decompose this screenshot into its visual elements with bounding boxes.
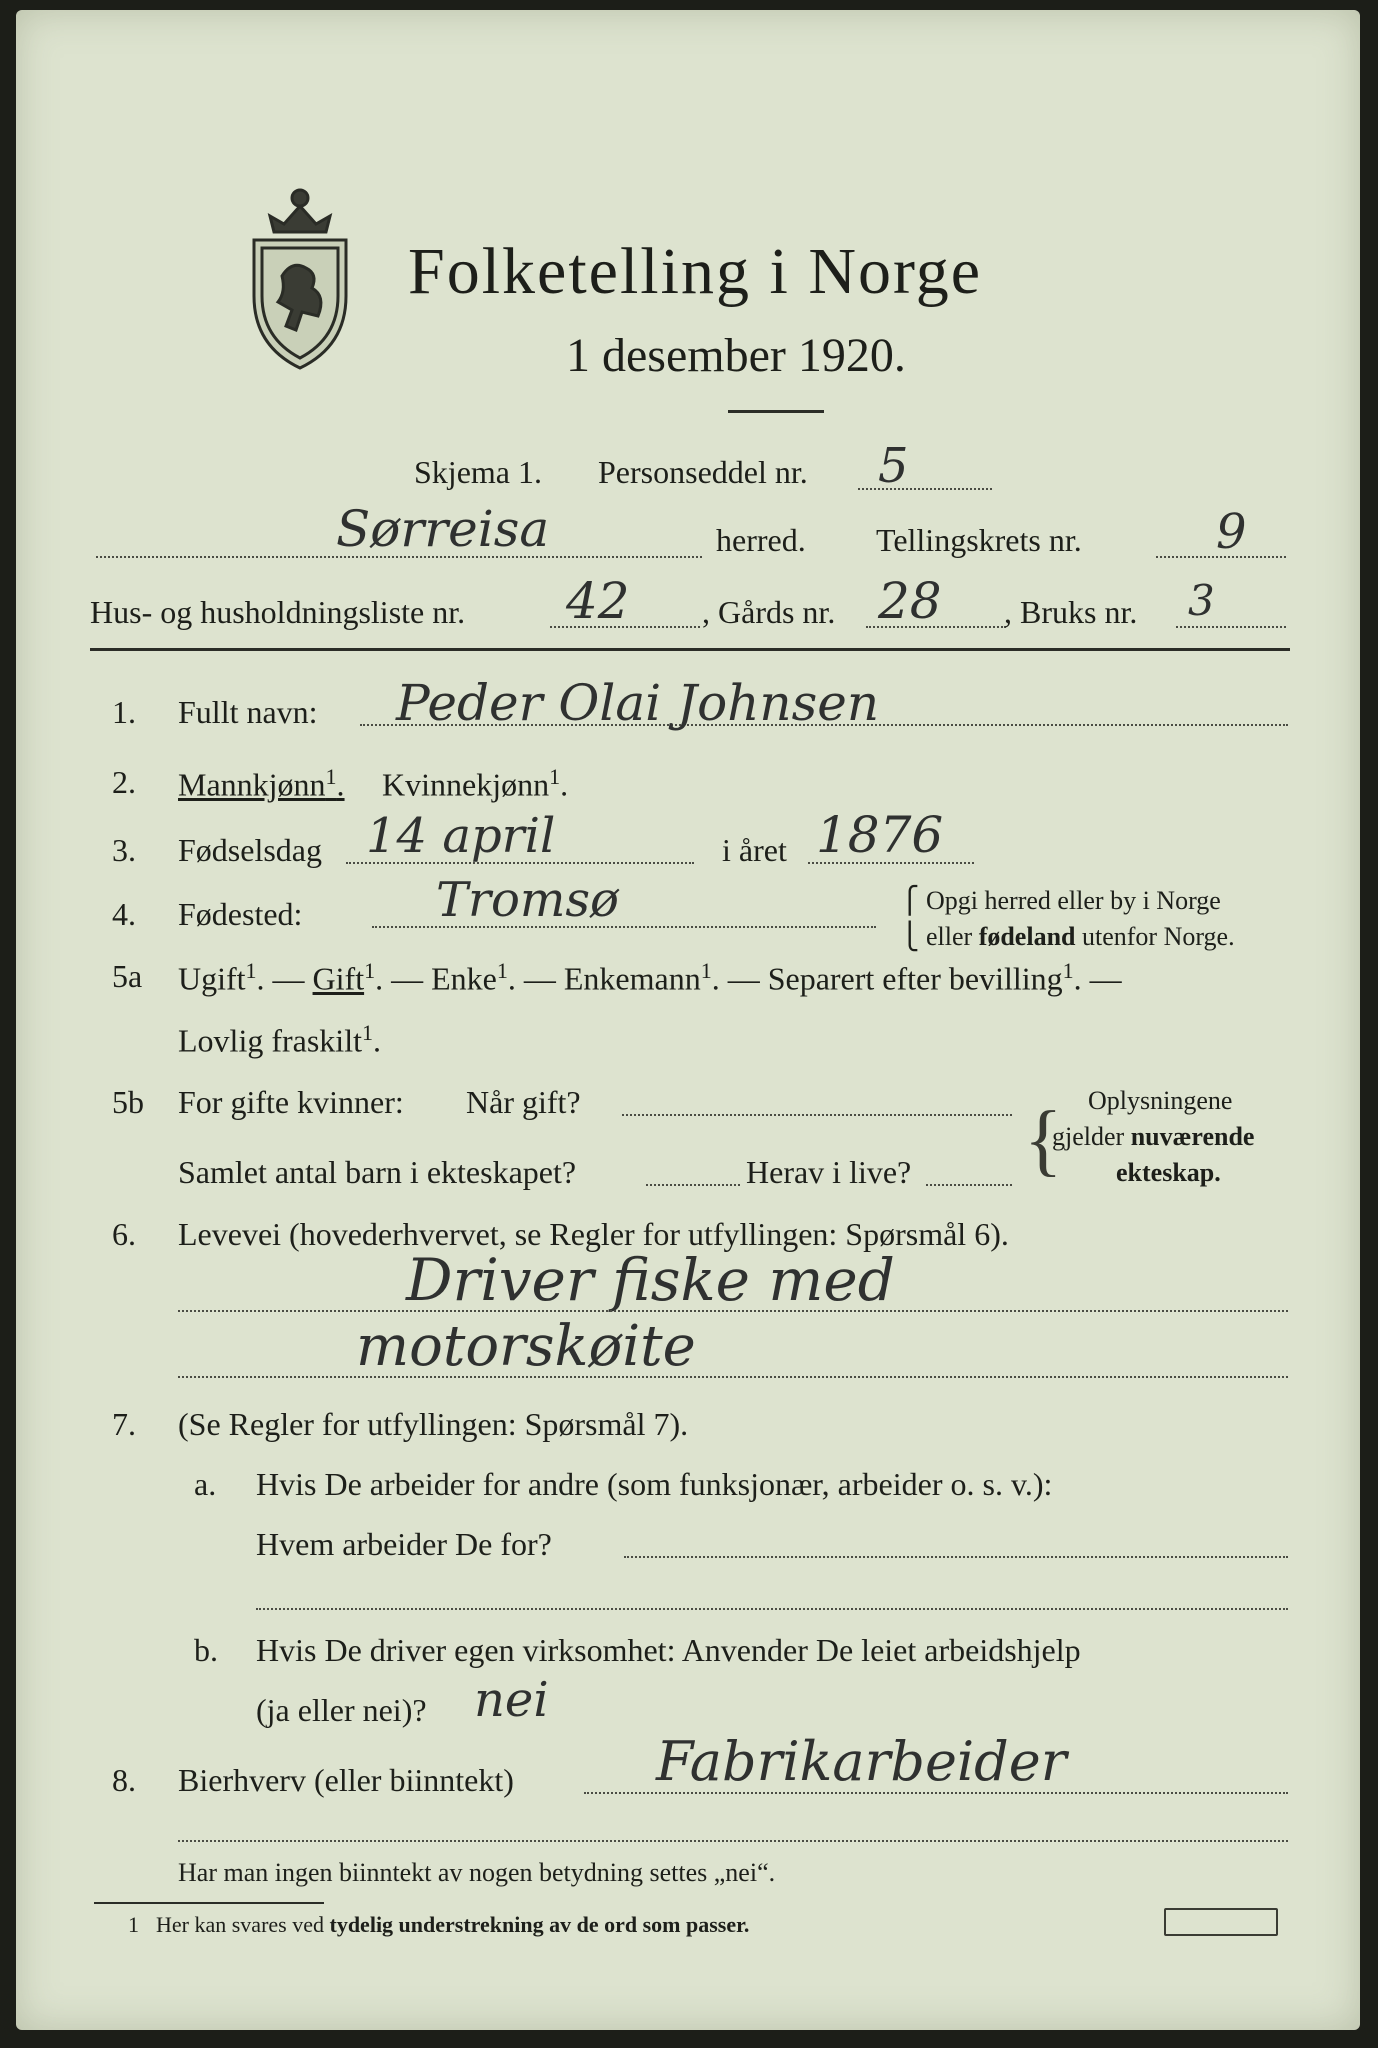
census-date: 1 desember 1920. [566, 329, 906, 382]
kvinnekjonn-option: Kvinnekjønn$^1$. [382, 764, 569, 803]
birthyear-value: 1876 [816, 806, 944, 864]
occupation-field-2 [178, 1376, 1288, 1378]
gards-label: , Gårds nr. [702, 594, 836, 630]
herav-label: Herav i live? [746, 1154, 912, 1190]
q4-label: Fødested: [178, 896, 303, 932]
q7b-number: b. [194, 1632, 218, 1668]
mannkjonn-option: Mannkjønn$^1$. [178, 764, 345, 803]
naar-gift-label: Når gift? [466, 1084, 581, 1120]
skjema-label: Skjema 1. [414, 454, 542, 490]
herred-label: herred. [716, 522, 806, 558]
q7b-jaei-label: (ja eller nei)? [256, 1692, 427, 1728]
q6-number: 6. [112, 1216, 136, 1252]
q5a-number: 5a [112, 958, 143, 994]
footnote-mark: 1 [128, 1912, 139, 1937]
separert-option: Separert efter bevilling [767, 960, 1063, 997]
q5b-note-line1: Oplysningene [1088, 1086, 1233, 1115]
birthplace-value: Tromsø [436, 872, 619, 928]
q4-number: 4. [112, 896, 136, 932]
q5b-brace: { [1024, 1096, 1063, 1184]
full-name-value: Peder Olai Johnsen [396, 674, 880, 732]
bruks-field [1176, 626, 1286, 628]
marital-status-options: Ugift$^1$. — Gift$^1$. — Enke$^1$. — Enkemann$^1$. — Separert efter bevilling$^1$. — [178, 958, 1122, 997]
footnote-divider [94, 1902, 324, 1904]
samlet-barn-label: Samlet antal barn i ekteskapet? [178, 1154, 577, 1190]
q7a-hvem-label: Hvem arbeider De for? [256, 1526, 552, 1562]
norway-coat-of-arms-icon [242, 176, 358, 372]
birthplace-note-line1: ⎧ Opgi herred eller by i Norge [900, 886, 1221, 915]
hus-label: Hus- og husholdningsliste nr. [90, 594, 466, 630]
q5b-note-line2: gjelder nuværende [1052, 1122, 1255, 1151]
q2-number: 2. [112, 764, 136, 800]
q6-label: Levevei (hovederhvervet, se Regler for utfyllingen: Spørsmål 6). [178, 1216, 1009, 1252]
ugift-option: Ugift [178, 960, 246, 997]
fraskilt-option: Lovlig fraskilt$^1$. [178, 1020, 381, 1059]
gards-value: 28 [878, 572, 942, 630]
form-title: Folketelling i Norge [408, 235, 983, 308]
occupation-value-line2: motorskøite [356, 1314, 696, 1379]
q1-label: Fullt navn: [178, 694, 318, 730]
q3-number: 3. [112, 832, 136, 868]
header-divider [90, 648, 1290, 651]
birthplace-note-line2: ⎩ eller fødeland utenfor Norge. [900, 922, 1235, 951]
naar-gift-field [622, 1114, 1012, 1116]
q7b-text: Hvis De driver egen virksomhet: Anvender De leiet arbeidshjelp [256, 1632, 1081, 1668]
tellingskrets-value: 9 [1216, 504, 1247, 560]
bruks-label: , Bruks nr. [1004, 594, 1138, 630]
title-divider [728, 410, 824, 413]
no-income-note: Har man ingen biinntekt av nogen betydning settes „nei“. [178, 1858, 776, 1887]
q7a-text: Hvis De arbeider for andre (som funksjonær, arbeider o. s. v.): [256, 1466, 1053, 1502]
q8-number: 8. [112, 1762, 136, 1798]
birthday-value: 14 april [366, 808, 556, 864]
q5b-number: 5b [112, 1084, 144, 1120]
personseddel-label: Personseddel nr. [598, 454, 808, 490]
q5b-note-line3: ekteskap. [1116, 1158, 1221, 1187]
census-form-sheet [16, 10, 1360, 2030]
q5b-label: For gifte kvinner: [178, 1084, 404, 1120]
q7-number: 7. [112, 1406, 136, 1442]
hus-value: 42 [566, 572, 630, 630]
hired-help-value: nei [474, 1672, 549, 1728]
occupation-value-line1: Driver fiske med [406, 1246, 895, 1314]
bruks-value: 3 [1188, 576, 1215, 625]
footnote-text: Her kan svares ved tydelig understrekning av de ord som passer. [156, 1912, 750, 1937]
enkemann-option: Enkemann [563, 960, 701, 997]
employer-field [624, 1556, 1288, 1558]
tellingskrets-label: Tellingskrets nr. [876, 522, 1082, 558]
enke-option: Enke [431, 960, 497, 997]
occupation-field-1 [178, 1310, 1288, 1312]
side-income-value: Fabrikarbeider [656, 1730, 1067, 1793]
q8-label: Bierhverv (eller biinntekt) [178, 1762, 514, 1798]
employer-field-2 [256, 1608, 1288, 1610]
samlet-barn-field [646, 1184, 740, 1186]
q7a-number: a. [194, 1466, 217, 1502]
gift-option: Gift [312, 960, 365, 997]
printer-stamp [1164, 1908, 1278, 1936]
q3-label: Fødselsdag [178, 832, 322, 868]
herav-field [926, 1184, 1012, 1186]
aaret-label: i året [722, 832, 787, 868]
personseddel-value: 5 [878, 438, 909, 494]
q7-label: (Se Regler for utfyllingen: Spørsmål 7). [178, 1406, 689, 1442]
herred-value: Sørreisa [336, 500, 550, 558]
q1-number: 1. [112, 694, 136, 730]
side-income-field-2 [178, 1840, 1288, 1842]
